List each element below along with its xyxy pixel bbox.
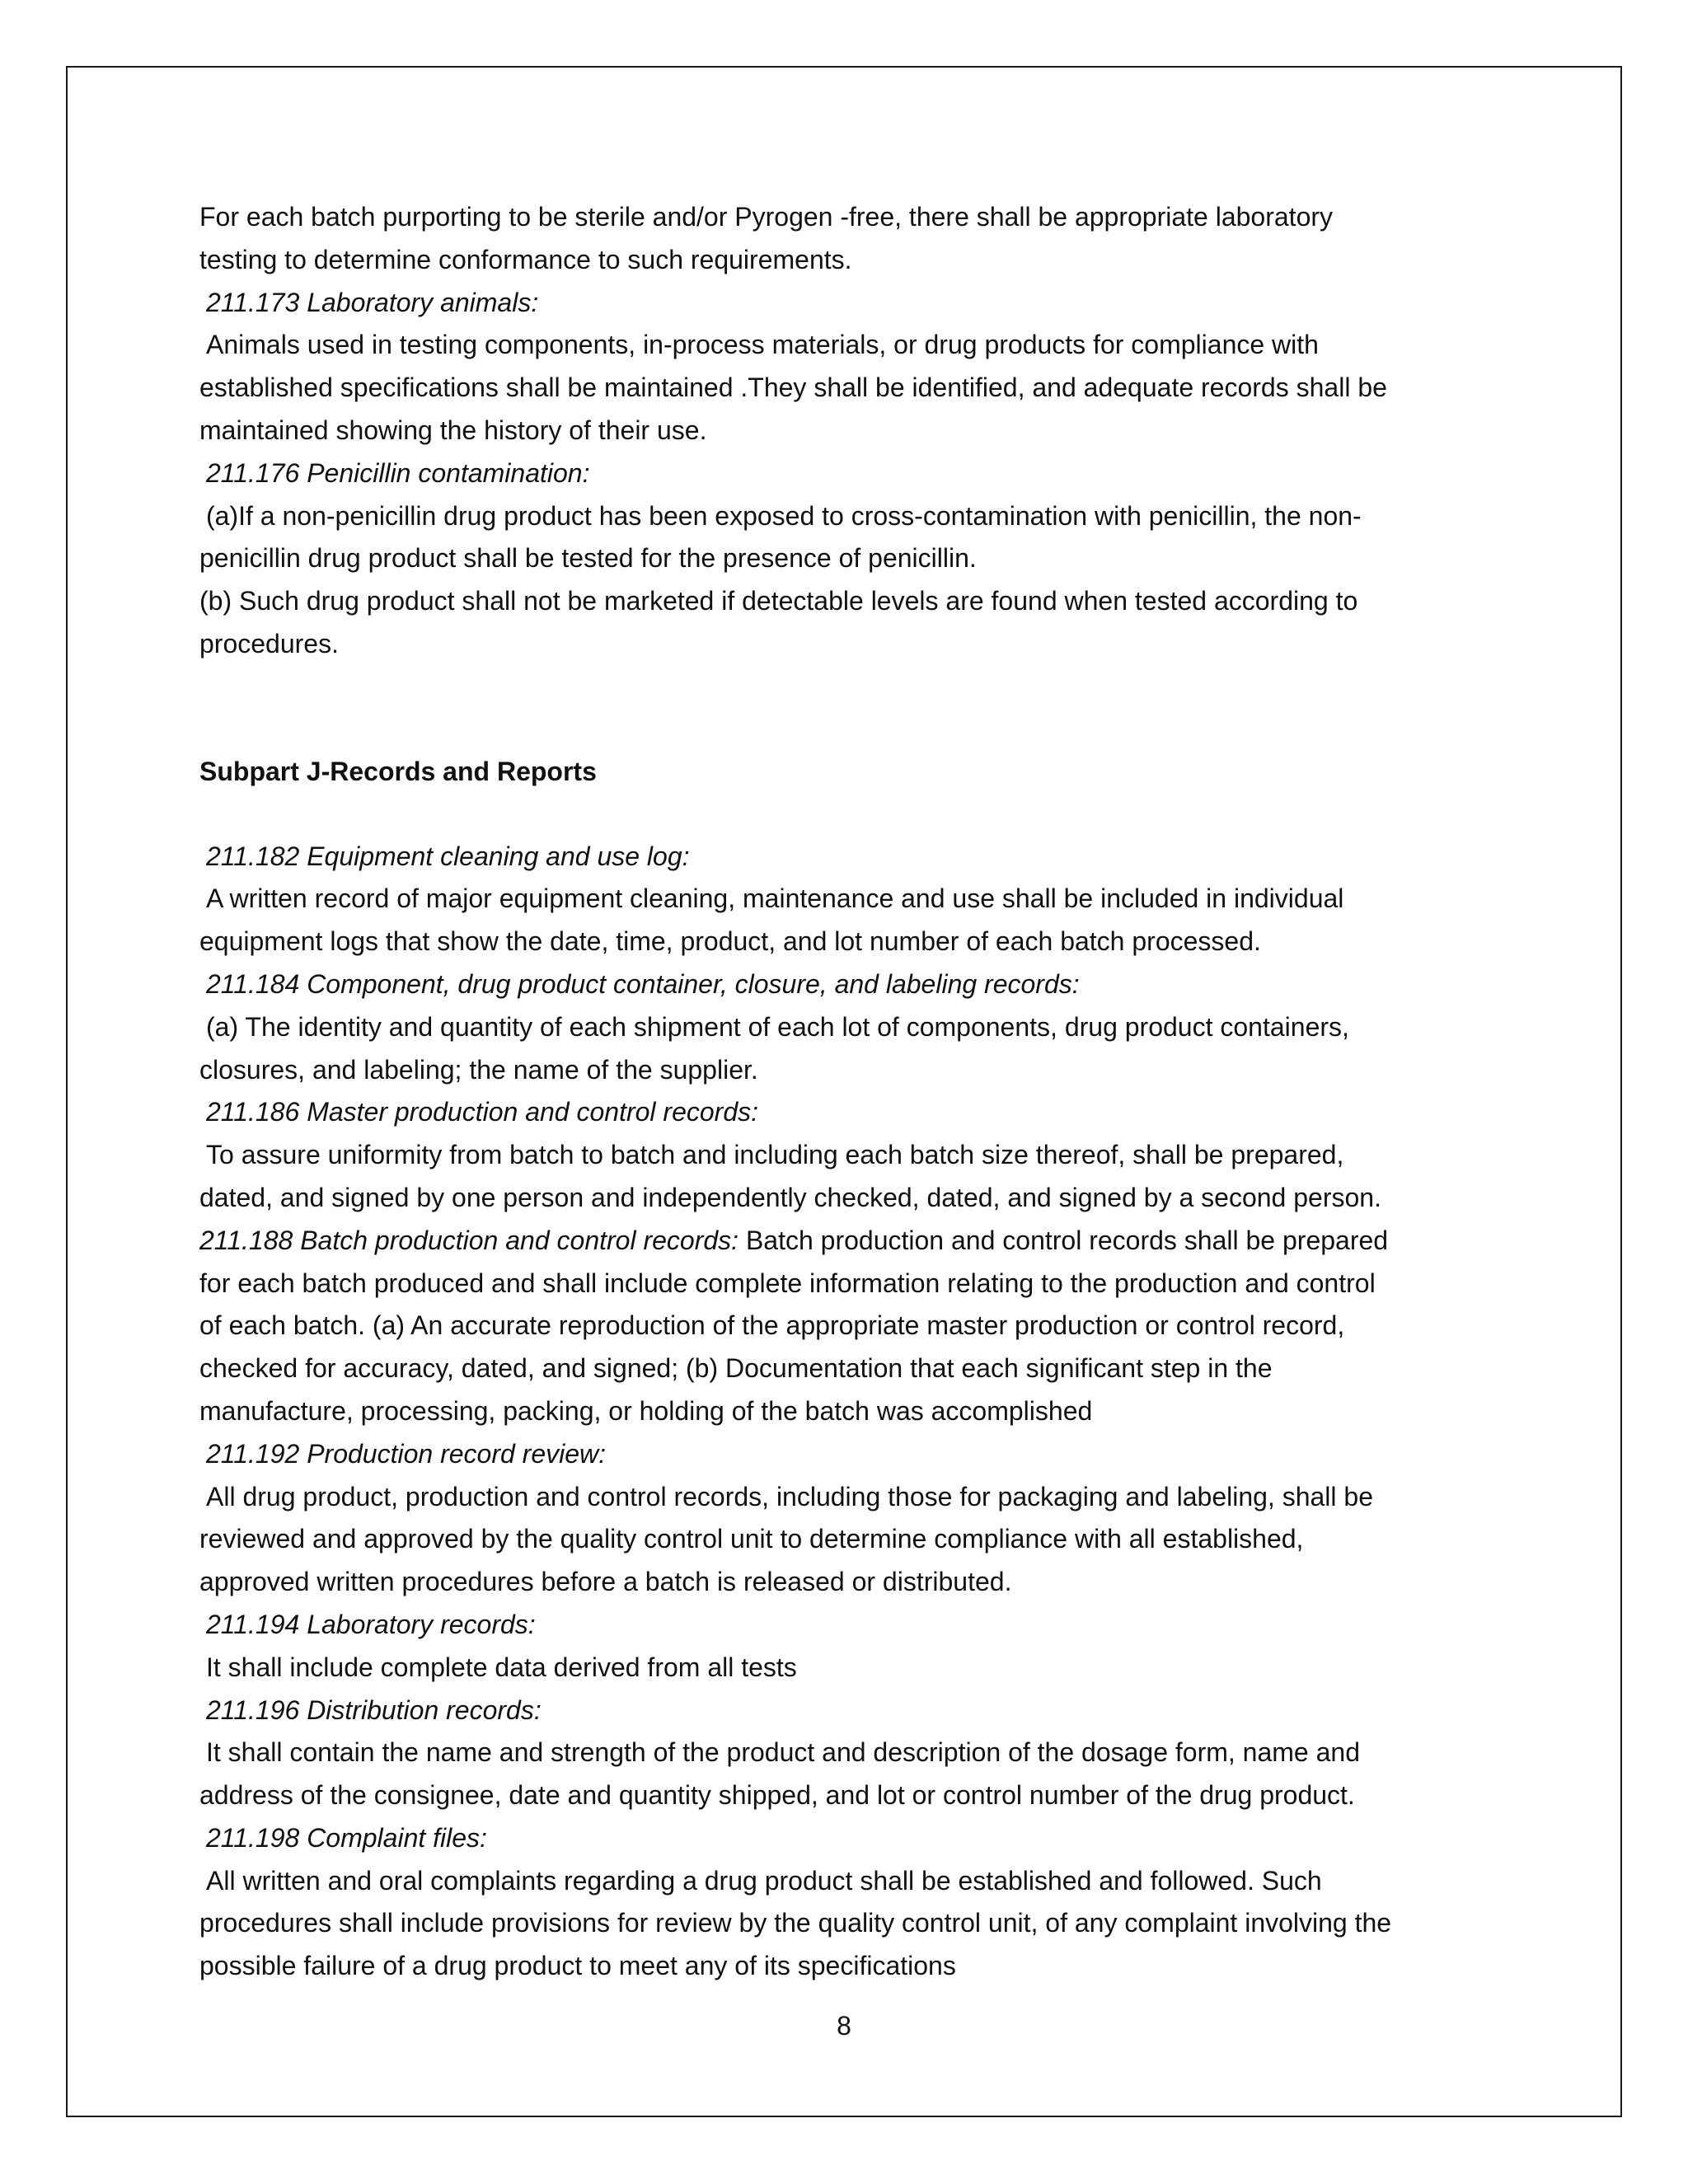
- paragraph-line: for each batch produced and shall include complete information relating to the production and control: [199, 1268, 1376, 1298]
- document-body: [199, 196, 1493, 1988]
- section-title-211-176: 211.176 Penicillin contamination:: [206, 457, 590, 488]
- paragraph-line: possible failure of a drug product to meet any of its specifications: [199, 1951, 956, 1981]
- paragraph-line: manufacture, processing, packing, or holding of the batch was accomplished: [199, 1395, 1093, 1426]
- paragraph-line: equipment logs that show the date, time, product, and lot number of each batch processed.: [199, 926, 1261, 957]
- paragraph-line: address of the consignee, date and quantity shipped, and lot or control number of the drug product.: [199, 1780, 1355, 1811]
- paragraph-text: Batch production and control records shall be prepared: [738, 1225, 1389, 1255]
- section-title-211-194: 211.194 Laboratory records:: [206, 1609, 536, 1639]
- paragraph-line: reviewed and approved by the quality control unit to determine compliance with all established,: [199, 1524, 1304, 1554]
- paragraph-line: (a)If a non-penicillin drug product has been exposed to cross-contamination with penicillin, the non-: [206, 500, 1362, 531]
- paragraph-line: To assure uniformity from batch to batch and including each batch size thereof, shall be prepared,: [206, 1140, 1344, 1170]
- paragraph-line: closures, and labeling; the name of the supplier.: [199, 1054, 758, 1085]
- paragraph-line: procedures.: [199, 628, 339, 658]
- paragraph-line: All written and oral complaints regarding a drug product shall be established and followed. Such: [206, 1865, 1322, 1896]
- paragraph-line: (b) Such drug product shall not be marketed if detectable levels are found when tested according to: [199, 586, 1358, 616]
- paragraph-line: maintained showing the history of their use.: [199, 415, 707, 445]
- section-title-211-173: 211.173 Laboratory animals:: [206, 287, 539, 317]
- paragraph-line: [199, 1220, 1493, 1263]
- paragraph-line: It shall include complete data derived from all tests: [206, 1652, 797, 1682]
- paragraph-line: A written record of major equipment cleaning, maintenance and use shall be included in individual: [206, 883, 1344, 914]
- paragraph-line: established specifications shall be maintained .They shall be identified, and adequate records shall be: [199, 373, 1387, 403]
- paragraph-line: It shall contain the name and strength of the product and description of the dosage form, name and: [206, 1737, 1360, 1768]
- section-title-211-198: 211.198 Complaint files:: [206, 1822, 487, 1853]
- section-title-211-186: 211.186 Master production and control records:: [206, 1097, 759, 1127]
- paragraph-line: testing to determine conformance to such requirements.: [199, 244, 852, 274]
- page-number: 8: [837, 2011, 851, 2041]
- paragraph-line: dated, and signed by one person and independently checked, dated, and signed by a second person.: [199, 1182, 1381, 1212]
- section-title-211-192: 211.192 Production record review:: [206, 1438, 607, 1469]
- paragraph-line: penicillin drug product shall be tested for the presence of penicillin.: [199, 543, 977, 574]
- paragraph-line: For each batch purporting to be sterile and/or Pyrogen -free, there shall be appropriate laboratory: [199, 202, 1334, 232]
- subpart-heading: Subpart J-Records and Reports: [199, 756, 597, 786]
- paragraph-line: checked for accuracy, dated, and signed; (b) Documentation that each significant step in the: [199, 1353, 1273, 1384]
- paragraph-line: Animals used in testing components, in-process materials, or drug products for compliance with: [206, 330, 1319, 360]
- section-title-211-196: 211.196 Distribution records:: [206, 1694, 542, 1725]
- paragraph-line: All drug product, production and control records, including those for packaging and labeling, shall be: [206, 1481, 1373, 1511]
- section-title-211-188: 211.188 Batch production and control records:: [199, 1225, 739, 1255]
- paragraph-line: (a) The identity and quantity of each shipment of each lot of components, drug product containers,: [206, 1011, 1349, 1042]
- paragraph-line: procedures shall include provisions for review by the quality control unit, of any complaint involving the: [199, 1908, 1392, 1938]
- section-title-211-182: 211.182 Equipment cleaning and use log:: [206, 841, 690, 871]
- paragraph-line: approved written procedures before a batch is released or distributed.: [199, 1567, 1012, 1597]
- section-title-211-184: 211.184 Component, drug product container, closure, and labeling records:: [206, 968, 1080, 999]
- paragraph-line: of each batch. (a) An accurate reproduction of the appropriate master production or control record,: [199, 1310, 1345, 1341]
